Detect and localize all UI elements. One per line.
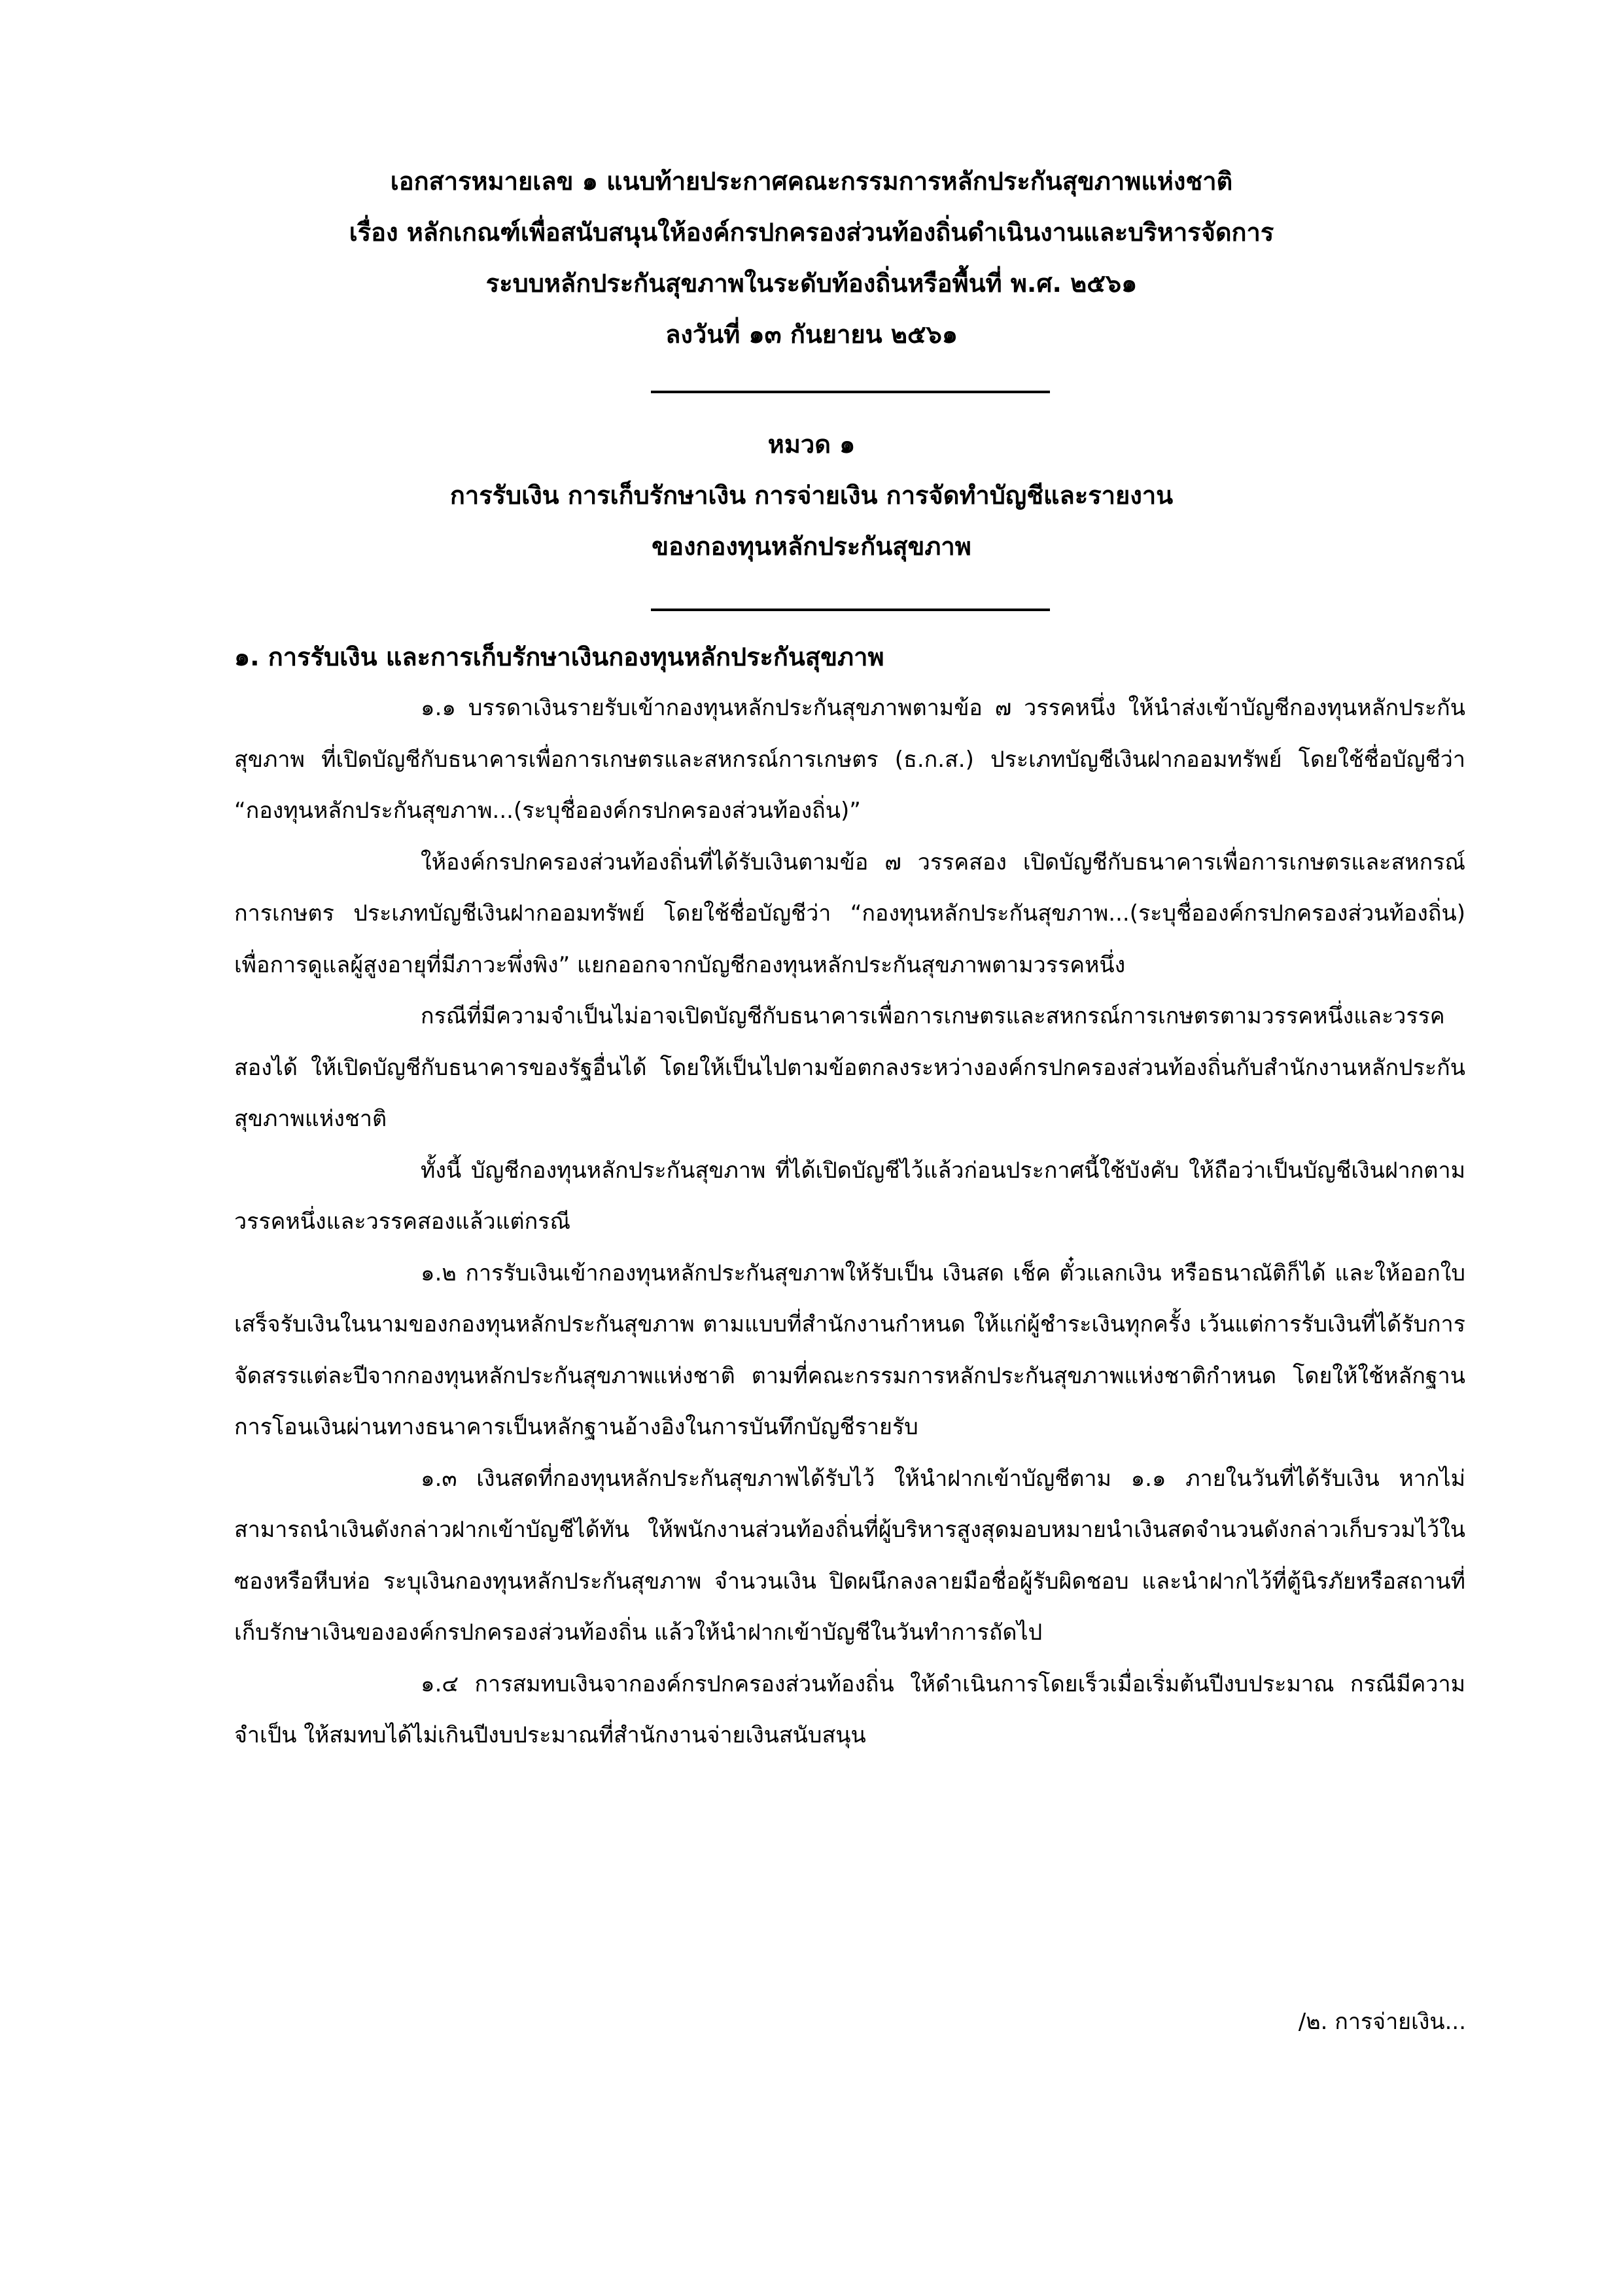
- document-body: [234, 631, 1465, 1761]
- document-header: [0, 156, 1623, 360]
- paragraph-1-1: ๑.๑ บรรดาเงินรายรับเข้ากองทุนหลักประกันสุขภาพตามข้อ ๗ วรรคหนึ่ง ให้นำส่งเข้าบัญชีกองทุนหลักประกันสุขภาพ ที่เปิดบัญชีกับธนาคารเพื่อการเกษตรและสหกรณ์การเกษตร (ธ.ก.ส.) ประเภทบัญชีเงินฝากออมทรัพย์ โดยใช้ชื่อบัญชีว่า “กองทุนหลักประกันสุขภาพ...(ระบุชื่อองค์กรปกครองส่วนท้องถิ่น)”: [234, 695, 1465, 824]
- paragraph-1-1-second: ให้องค์กรปกครองส่วนท้องถิ่นที่ได้รับเงินตามข้อ ๗ วรรคสอง เปิดบัญชีกับธนาคารเพื่อการเกษตรและสหกรณ์การเกษตร ประเภทบัญชีเงินฝากออมทรัพย์ โดยใช้ชื่อบัญชีว่า “กองทุนหลักประกันสุขภาพ...(ระบุชื่อองค์กรปกครองส่วนท้องถิ่น) เพื่อการดูแลผู้สูงอายุที่มีภาวะพึ่งพิง” แยกออกจากบัญชีกองทุนหลักประกันสุขภาพตามวรรคหนึ่ง: [234, 849, 1465, 978]
- paragraph-1-4: ๑.๔ การสมทบเงินจากองค์กรปกครองส่วนท้องถิ่น ให้ดำเนินการโดยเร็วเมื่อเริ่มต้นปีงบประมาณ กรณีมีความจำเป็น ให้สมทบได้ไม่เกินปีงบประมาณที่สำนักงานจ่ายเงินสนับสนุน: [234, 1670, 1465, 1748]
- header-line-1: เอกสารหมายเลข ๑ แนบท้ายประกาศคณะกรรมการหลักประกันสุขภาพแห่งชาติ: [390, 167, 1233, 196]
- chapter-title-line-2: ของกองทุนหลักประกันสุขภาพ: [652, 532, 971, 561]
- next-page-reference: /๒. การจ่ายเงิน...: [1298, 2009, 1466, 2035]
- chapter-heading: [0, 419, 1623, 572]
- chapter-divider: [651, 609, 1050, 611]
- section-1-heading: ๑. การรับเงิน และการเก็บรักษาเงินกองทุนหลักประกันสุขภาพ: [234, 643, 884, 671]
- paragraph-1-3: ๑.๓ เงินสดที่กองทุนหลักประกันสุขภาพได้รับไว้ ให้นำฝากเข้าบัญชีตาม ๑.๑ ภายในวันที่ได้รับเงิน หากไม่สามารถนำเงินดังกล่าวฝากเข้าบัญชีได้ทัน ให้พนักงานส่วนท้องถิ่นที่ผู้บริหารสูงสุดมอบหมายนำเงินสดจำนวนดังกล่าวเก็บรวมไว้ในซองหรือหีบห่อ ระบุเงินกองทุนหลักประกันสุขภาพ จำนวนเงิน ปิดผนึกลงลายมือชื่อผู้รับผิดชอบ และนำฝากไว้ที่ตู้นิรภัยหรือสถานที่เก็บรักษาเงินขององค์กรปกครองส่วนท้องถิ่น แล้วให้นำฝากเข้าบัญชีในวันทำการถัดไป: [234, 1465, 1465, 1646]
- chapter-number: หมวด ๑: [767, 430, 856, 459]
- paragraph-1-1-third: กรณีที่มีความจำเป็นไม่อาจเปิดบัญชีกับธนาคารเพื่อการเกษตรและสหกรณ์การเกษตรตามวรรคหนึ่งและวรรคสองได้ ให้เปิดบัญชีกับธนาคารของรัฐอื่นได้ โดยให้เป็นไปตามข้อตกลงระหว่างองค์กรปกครองส่วนท้องถิ่นกับสำนักงานหลักประกันสุขภาพแห่งชาติ: [234, 1003, 1465, 1132]
- paragraph-1-2: ๑.๒ การรับเงินเข้ากองทุนหลักประกันสุขภาพให้รับเป็น เงินสด เช็ค ตั๋วแลกเงิน หรือธนาณัติก็ได้ และให้ออกใบเสร็จรับเงินในนามของกองทุนหลักประกันสุขภาพ ตามแบบที่สำนักงานกำหนด ให้แก่ผู้ชำระเงินทุกครั้ง เว้นแต่การรับเงินที่ได้รับการจัดสรรแต่ละปีจากกองทุนหลักประกันสุขภาพแห่งชาติ ตามที่คณะกรรมการหลักประกันสุขภาพแห่งชาติกำหนด โดยให้ใช้หลักฐานการโอนเงินผ่านทางธนาคารเป็นหลักฐานอ้างอิงในการบันทึกบัญชีรายรับ: [234, 1260, 1465, 1440]
- paragraph-1-1-fourth: ทั้งนี้ บัญชีกองทุนหลักประกันสุขภาพ ที่ได้เปิดบัญชีไว้แล้วก่อนประกาศนี้ใช้บังคับ ให้ถือว่าเป็นบัญชีเงินฝากตามวรรคหนึ่งและวรรคสองแล้วแต่กรณี: [234, 1157, 1465, 1235]
- header-divider: [651, 391, 1050, 393]
- header-line-2: เรื่อง หลักเกณฑ์เพื่อสนับสนุนให้องค์กรปกครองส่วนท้องถิ่นดำเนินงานและบริหารจัดการ: [349, 218, 1274, 247]
- header-line-3: ระบบหลักประกันสุขภาพในระดับท้องถิ่นหรือพื้นที่ พ.ศ. ๒๕๖๑: [485, 269, 1138, 298]
- header-date-line: ลงวันที่ ๑๓ กันยายน ๒๕๖๑: [665, 320, 958, 349]
- chapter-title-line-1: การรับเงิน การเก็บรักษาเงิน การจ่ายเงิน การจัดทำบัญชีและรายงาน: [449, 481, 1174, 510]
